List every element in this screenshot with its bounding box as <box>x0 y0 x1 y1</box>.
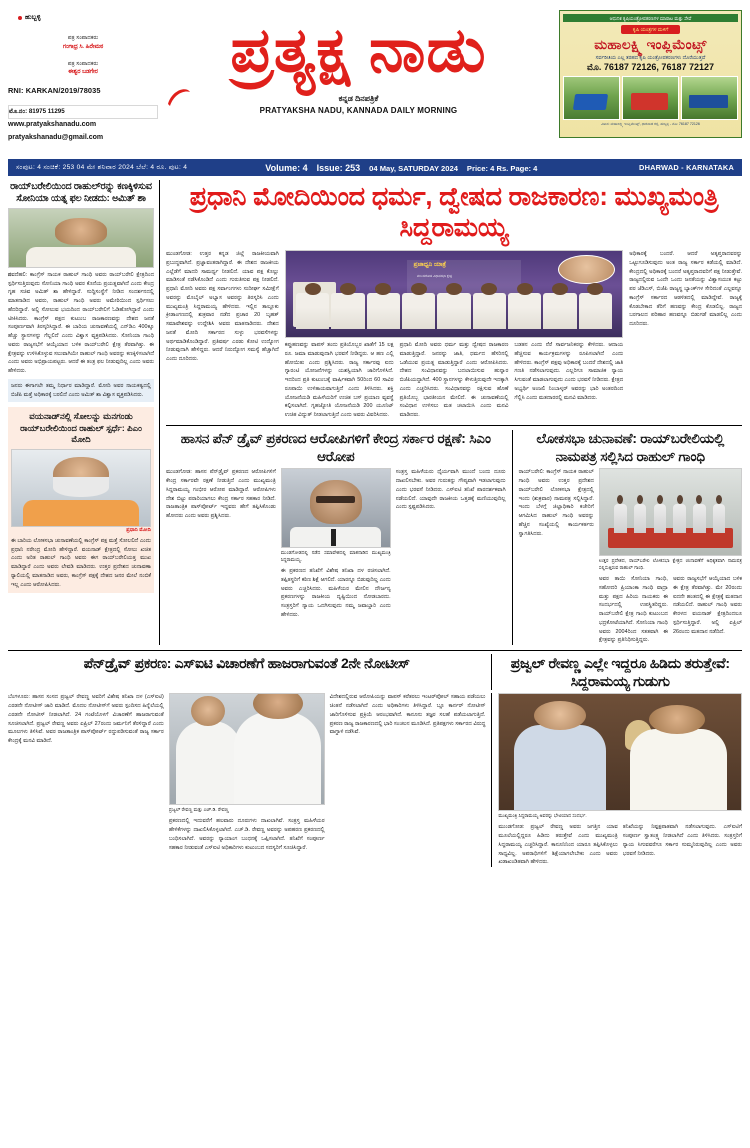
issue-info-bar <box>8 159 742 176</box>
contact-email[interactable]: pratyakshanadu@gmail.com <box>8 133 104 141</box>
bottom-left-col-photo <box>169 693 325 867</box>
lead-col-2-text: ಕಪ್ಪುಹಣವನ್ನು ವಾಪಸ್ ತಂದು ಪ್ರತಿಯೊಬ್ಬರ ಖಾತೆಗೆ 15 ಲಕ್ಷ ರೂ. ಜಮಾ ಮಾಡುವುದಾಗಿ ಭರವಸೆ ನೀಡಿದ್ದರು. ಆ ಹಣ ಎಲ್ಲಿ ಹೋಯಿತು ಎಂದು ಪ್ರಶ್ನಿಸಿದರು. ರಾಜ್ಯ ಸರ್ಕಾರವು ಐದು ಗ್ಯಾರಂಟಿ ಯೋಜನೆಗಳನ್ನು ಯಶಸ್ವಿಯಾಗಿ ಜಾರಿಗೊಳಿಸಿದೆ. ಇದರಿಂದ ಪ್ರತಿ ಕುಟುಂಬಕ್ಕೆ ವಾರ್ಷಿಕವಾಗಿ 50ರಿಂದ 60 ಸಾವಿರ ರೂಪಾಯಿ ಉಳಿತಾಯವಾಗುತ್ತಿದೆ ಎಂದು ತಿಳಿಸಿದರು. ಶಕ್ತಿ ಯೋಜನೆಯಡಿ ಮಹಿಳೆಯರಿಗೆ ಉಚಿತ ಬಸ್ ಪ್ರಯಾಣ ವ್ಯವಸ್ಥೆ ಕಲ್ಪಿಸಲಾಗಿದೆ. ಗೃಹಜ್ಯೋತಿ ಯೋಜನೆಯಡಿ 200 ಯೂನಿಟ್ ಉಚಿತ ವಿದ್ಯುತ್ ನೀಡಲಾಗುತ್ತಿದೆ ಎಂದು ಅವರು ವಿವರಿಸಿದರು. <box>284 342 394 419</box>
lead-story-grid <box>166 250 742 420</box>
swoosh-icon <box>166 84 192 110</box>
mid-right-col-2-text: ಅವರ ತಾಯಿ ಸೋನಿಯಾ ಗಾಂಧಿ, ಸಹೋದರಿ ಪ್ರಿಯಾಂಕಾ ಗಾಂಧಿ ವಾದ್ರಾ ಮತ್ತು ಪಕ್ಷದ ಹಿರಿಯ ನಾಯಕರು ಈ ಸಂದರ್ಭದಲ್ಲಿ ಉಪಸ್ಥಿತರಿದ್ದರು. ರಾಯ್‌ಬರೇಲಿ ಕ್ಷೇತ್ರ ಗಾಂಧಿ ಕುಟುಂಬದ ಭದ್ರಕೋಟೆಯಾಗಿದೆ. ಸೋನಿಯಾ ಗಾಂಧಿ ಅವರು 2004ರಿಂದ ಸತತವಾಗಿ ಈ ಕ್ಷೇತ್ರವನ್ನು ಪ್ರತಿನಿಧಿಸುತ್ತಿದ್ದರು. <box>598 576 668 644</box>
sidebar-story1-body: ನವದೆಹಲಿ: ಕಾಂಗ್ರೆಸ್ ನಾಯಕ ರಾಹುಲ್ ಗಾಂಧಿ ಅವರು ರಾಯ್‌ಬರೇಲಿ ಕ್ಷೇತ್ರದಿಂದ ಸ್ಪರ್ಧಿಸುತ್ತಿರುವುದು ಸೋನಿಯಾ ಗಾಂಧಿ ಅವರ ಕೊನೆಯ ಪ್ರಯತ್ನವಾಗಿದೆ ಎಂದು ಕೇಂದ್ರ ಗೃಹ ಸಚಿವ ಅಮಿತ್ ಶಾ ಹೇಳಿದ್ದಾರೆ. ಸುದ್ದಿಸಂಸ್ಥೆಗೆ ನೀಡಿದ ಸಂದರ್ಶನದಲ್ಲಿ ಮಾತನಾಡಿದ ಅವರು, ರಾಹುಲ್ ಗಾಂಧಿ ಅವರು ಅಮೇಠಿಯಿಂದ ಸ್ಪರ್ಧಿಸಲು ಹೆದರಿದ್ದಾರೆ. ಅಲ್ಲಿ ಸೋಲುವ ಭಯದಿಂದ ರಾಯ್‌ಬರೇಲಿಗೆ ಓಡಿಹೋಗಿದ್ದಾರೆ ಎಂದು ಟೀಕಿಸಿದರು. ಕಾಂಗ್ರೆಸ್ ಪಕ್ಷದ ಕುಟುಂಬ ರಾಜಕಾರಣವನ್ನು ದೇಶದ ಜನತೆ ಸಂಪೂರ್ಣವಾಗಿ ತಿರಸ್ಕರಿಸಿದ್ದಾರೆ. ಈ ಬಾರಿಯ ಚುನಾವಣೆಯಲ್ಲಿ ಎನ್‌ಡಿಎ 400ಕ್ಕೂ ಹೆಚ್ಚು ಸ್ಥಾನಗಳನ್ನು ಗೆಲ್ಲಲಿದೆ ಎಂದು ವಿಶ್ವಾಸ ವ್ಯಕ್ತಪಡಿಸಿದರು. ಸೋನಿಯಾ ಗಾಂಧಿ ಅವರು ರಾಜ್ಯಸಭೆಗೆ ಆಯ್ಕೆಯಾದ ಬಳಿಕ ರಾಯ್‌ಬರೇಲಿ ಕ್ಷೇತ್ರ ತೆರವಾಗಿತ್ತು. ಈ ಕ್ಷೇತ್ರವನ್ನು ಉಳಿಸಿಕೊಳ್ಳುವ ಸಲುವಾಗಿಯೇ ರಾಹುಲ್ ಗಾಂಧಿ ಅವರನ್ನು ಕಣಕ್ಕಿಳಿಸಲಾಗಿದೆ ಎಂದು ಅವರು ಅಭಿಪ್ರಾಯಪಟ್ಟರು. ಆದರೆ ಈ ತಂತ್ರ ಫಲ ನೀಡುವುದಿಲ್ಲ ಎಂದು ಅವರು ಹೇಳಿದರು. <box>8 271 154 375</box>
place-label: DHARWAD - KARNATAKA <box>639 163 734 172</box>
masthead <box>8 6 742 156</box>
credit-name-2: ಈಶ್ವರ ಬಡಗೇರ <box>68 69 98 76</box>
ad-photo-trailer <box>681 76 738 120</box>
bottom-right-col-1 <box>498 823 617 867</box>
ad-phone: ಮೊ. 76187 72126, 76187 72127 <box>587 62 714 72</box>
sidebar-story1-highlight-text: ಜನರು ಈಗಾಗಲೇ ತಮ್ಮ ನಿರ್ಧಾರ ಮಾಡಿದ್ದಾರೆ. ಮೋದಿ ಅವರ ನಾಯಕತ್ವದಲ್ಲಿ ಬಿಜೆಪಿ ಮತ್ತೆ ಅಧಿಕಾರಕ್ಕೆ ಬರಲಿದೆ ಎಂದು ಅಮಿತ್ ಶಾ ವಿಶ್ವಾಸ ವ್ಯಕ್ತಪಡಿಸಿದರು. <box>11 382 151 398</box>
mid-right-photo-caption: ಉತ್ತರ ಪ್ರದೇಶದ, ರಾಯ್‌ಬರೇಲಿ ಲೋಕಸಭಾ ಕ್ಷೇತ್ರದ ಚುನಾವಣೆಗೆ ಅಧಿಕೃತವಾಗಿ ನಾಮಪತ್ರ ಸಲ್ಲಿಸುತ್ತಿರುವ ರಾಹುಲ್ ಗಾಂಧಿ. <box>598 558 742 571</box>
photo-amit-shah <box>8 208 154 268</box>
date-label: 04 May, SATURDAY 2024 <box>369 163 458 173</box>
credit-role-2: ಪತ್ರ ಸಂಪಾದಕರು <box>67 60 99 67</box>
photo-cm-handshake <box>498 693 742 811</box>
mid-right-col-1-text: ರಾಯ್‌ಬರೇಲಿ: ಕಾಂಗ್ರೆಸ್ ನಾಯಕ ರಾಹುಲ್ ಗಾಂಧಿ ಅವರು ಉತ್ತರ ಪ್ರದೇಶದ ರಾಯ್‌ಬರೇಲಿ ಲೋಕಸಭಾ ಕ್ಷೇತ್ರದಲ್ಲಿ ಇಂದು (ಶುಕ್ರವಾರ) ನಾಮಪತ್ರ ಸಲ್ಲಿಸಿದ್ದಾರೆ. ಇಂದು ಬೆಳಗ್ಗೆ ಜಿಲ್ಲಾಧಿಕಾರಿ ಕಚೇರಿಗೆ ಆಗಮಿಸಿದ ರಾಹುಲ್ ಗಾಂಧಿ ಅವರನ್ನು ಹೆಚ್ಚಿನ ಸಂಖ್ಯೆಯಲ್ಲಿ ಕಾರ್ಯಕರ್ತರು ಸ್ವಾಗತಿಸಿದರು. <box>518 469 594 537</box>
sidebar-story1-headline: ರಾಯ್‌ಬರೇಲಿಯಿಂದ ರಾಹುಲ್‌ರನ್ನು ಕಣಕ್ಕಿಳಿಸುವ ಸೋನಿಯಾ ಯತ್ನ ಫಲ ನೀಡದು: ಅಮಿತ್ ಶಾ <box>10 180 152 204</box>
masthead-logo-block <box>158 6 559 115</box>
bottom-band <box>8 650 742 867</box>
mid-left-col-1-text: ಮುಂಡಗೋಡ: ಹಾಸನ ಪೆನ್‌ಡ್ರೈವ್ ಪ್ರಕರಣದ ಆರೋಪಿಗಳಿಗೆ ಕೇಂದ್ರ ಸರ್ಕಾರವೇ ರಕ್ಷಣೆ ನೀಡುತ್ತಿದೆ ಎಂದು ಮುಖ್ಯಮಂತ್ರಿ ಸಿದ್ದರಾಮಯ್ಯ ಗಂಭೀರ ಆರೋಪ ಮಾಡಿದ್ದಾರೆ. ಆರೋಪಿಗಳು ದೇಶ ಬಿಟ್ಟು ಪರಾರಿಯಾಗಲು ಕೇಂದ್ರ ಸರ್ಕಾರ ಸಹಕಾರ ನೀಡಿದೆ. ರಾಜತಾಂತ್ರಿಕ ಪಾಸ್‌ಪೋರ್ಟ್ ಇದ್ದವರು ಹೇಗೆ ತಪ್ಪಿಸಿಕೊಂಡು ಹೋದರು ಎಂದು ಅವರು ಪ್ರಶ್ನಿಸಿದರು. <box>166 469 276 520</box>
credit-name-1: ಗಂಗಾಧ್ರ ಸಿ. ಹಿರೇಮಠ <box>62 43 104 50</box>
mid-left-photo-caption: ಮುಂಡಗೋಡದಲ್ಲಿ ನಡೆದ ಸಮಾವೇಶದಲ್ಲಿ ಮಾತನಾಡಿದ ಮುಖ್ಯಮಂತ್ರಿ ಸಿದ್ದರಾಮಯ್ಯ. <box>280 550 391 563</box>
mid-right-headline: ಲೋಕಸಭಾ ಚುನಾವಣೆ: ರಾಯ್‌ಬರೇಲಿಯಲ್ಲಿ ನಾಮಪತ್ರ ಸಲ್ಲಿಸಿದ ರಾಹುಲ್ ಗಾಂಧಿ <box>536 430 725 464</box>
bottom-left-col-3-text: ವಿದೇಶದಲ್ಲಿರುವ ಆರೋಪಿಯನ್ನು ವಾಪಸ್ ಕರೆತರಲು ಇಂಟರ್‌ಪೋಲ್ ಸಹಾಯ ಪಡೆಯಲು ಚಿಂತನೆ ನಡೆಸಲಾಗಿದೆ ಎಂದು ಅಧಿಕಾರಿಗಳು ತಿಳಿಸಿದ್ದಾರೆ. ಬ್ಲೂ ಕಾರ್ನರ್ ನೋಟೀಸ್ ಜಾರಿಗೊಳಿಸುವ ಪ್ರಕ್ರಿಯೆ ಆರಂಭವಾಗಿದೆ. ಕಾನೂನು ತಜ್ಞರ ಸಲಹೆ ಪಡೆಯಲಾಗುತ್ತಿದೆ. ಪ್ರಕರಣ ರಾಜ್ಯ ರಾಜಕಾರಣದಲ್ಲಿ ಭಾರಿ ಸಂಚಲನ ಮೂಡಿಸಿದೆ. ಪ್ರತಿಪಕ್ಷಗಳು ಸರ್ಕಾರದ ವಿರುದ್ಧ ವಾಗ್ದಾಳಿ ನಡೆಸಿವೆ. <box>329 694 486 736</box>
story-pendrive-central <box>166 430 513 645</box>
bottom-left-col-3 <box>330 693 486 867</box>
photo-prajwal-and-revanna <box>169 693 325 805</box>
bullet-dot-icon <box>18 16 22 20</box>
ad-photo-plough <box>563 76 620 120</box>
mid-left-headline: ಹಾಸನ ಪೆನ್ ಡ್ರೈವ್ ಪ್ರಕರಣದ ಆರೋಪಿಗಳಿಗೆ ಕೇಂದ್ರ ಸರ್ಕಾರ ರಕ್ಷಣೆ: ಸಿಎಂ ಆರೋಪ <box>180 430 491 464</box>
bottom-right-photo-caption: ಮುಖ್ಯಮಂತ್ರಿ ಸಿದ್ದರಾಮಯ್ಯ ಅವರನ್ನು ಭೇಟಿಯಾದ ಸಂದರ್ಭ. <box>498 813 587 819</box>
ad-ribbon: ಕೃಷಿ ಯಂತ್ರಗಳ ಮಳಿಗೆ <box>621 25 681 34</box>
sidebar-story2-body: ಈ ಬಾರಿಯ ಲೋಕಸಭಾ ಚುನಾವಣೆಯಲ್ಲಿ ಕಾಂಗ್ರೆಸ್ ಪಕ್ಷ ಮತ್ತೆ ಸೋಲಲಿದೆ ಎಂದು ಪ್ರಧಾನಿ ನರೇಂದ್ರ ಮೋದಿ ಹೇಳಿದ್ದಾರೆ. ವಯನಾಡ್ ಕ್ಷೇತ್ರದಲ್ಲಿ ಸೋಲು ಖಚಿತ ಎಂದು ಅರಿತ ರಾಹುಲ್ ಗಾಂಧಿ ಅವರು ಈಗ ರಾಯ್‌ಬರೇಲಿಯತ್ತ ಮುಖ ಮಾಡಿದ್ದಾರೆ ಎಂದು ಅವರು ಲೇವಡಿ ಮಾಡಿದರು. ಉತ್ತರ ಪ್ರದೇಶದ ಚುನಾವಣಾ ರ್‍ಯಾಲಿಯಲ್ಲಿ ಮಾತನಾಡಿದ ಅವರು, ಕಾಂಗ್ರೆಸ್ ಪಕ್ಷಕ್ಕೆ ದೇಶದ ಜನರ ಮೇಲೆ ನಂಬಿಕೆ ಇಲ್ಲ ಎಂದು ಆರೋಪಿಸಿದರು. <box>11 537 151 588</box>
issue-info-kannada: ಸಂಪುಟ: 4 ಸಂಚಿಕೆ: 253 04 ಮೇ ಶನಿವಾರ 2024 ಬೆಲೆ: 4 ರೂ. ಪುಟ: 4 <box>16 163 188 171</box>
lead-headline: ಪ್ರಧಾನಿ ಮೋದಿಯಿಂದ ಧರ್ಮ, ದ್ವೇಷದ ರಾಜಕಾರಣ: ಮುಖ್ಯಮಂತ್ರಿ ಸಿದ್ದರಾಮಯ್ಯ <box>189 183 719 243</box>
bottom-right-headline-wrap <box>492 654 742 690</box>
newspaper-logo: ಪ್ರತ್ಯಕ್ಷ ನಾಡು <box>230 16 487 85</box>
credit-block-2 <box>8 60 158 78</box>
bottom-left-headline-wrap <box>8 654 492 690</box>
bottom-left-photo-caption: ಪ್ರಜ್ವಲ್ ರೇವಣ್ಣ ಮತ್ತು ಎಚ್‌.ಡಿ. ರೇವಣ್ಣ <box>168 807 229 813</box>
lead-col-4-text: ಬಡತನ ಎಂದು ನೆರೆ ಸಾರ್ವಜನಿಕರನ್ನು ಕೇಳಿದರು. ಆದಾಯ ಹೆಚ್ಚಿಸುವ ಕಾರ್ಯಕ್ರಮಗಳನ್ನು ರೂಪಿಸಲಾಗಿದೆ ಎಂದು ಹೇಳಿದರು. ಕಾಂಗ್ರೆಸ್ ಪಕ್ಷವು ಅಧಿಕಾರಕ್ಕೆ ಬಂದರೆ ದೇಶದಲ್ಲಿ ಜಾತಿ ಗಣತಿ ನಡೆಸಲಾಗುವುದು. ಎಲ್ಲರಿಗೂ ಸಾಮಾಜಿಕ ನ್ಯಾಯ ಸಿಗುವಂತೆ ಮಾಡಲಾಗುವುದು ಎಂದು ಭರವಸೆ ನೀಡಿದರು. ಕ್ಷೇತ್ರದ ಅಭ್ಯರ್ಥಿ ಅಂಜಲಿ ನಿಂಬಾಳ್ಕರ್ ಅವರನ್ನು ಭಾರಿ ಅಂತರದಿಂದ ಗೆಲ್ಲಿಸಿ ಎಂದು ಮತದಾರರಲ್ಲಿ ಮನವಿ ಮಾಡಿದರು. <box>514 342 624 401</box>
bottom-left-headline: ಪೆನ್‌ಡ್ರೈವ್ ಪ್ರಕರಣ: ಎಸ್‌ಐಟಿ ವಿಚಾರಣೆಗೆ ಹಾಜರಾಗುವಂತೆ 2ನೇ ನೋಟೀಸ್ <box>83 655 410 672</box>
mid-right-col-1 <box>519 468 594 645</box>
photo-narendra-modi <box>11 449 151 527</box>
bottom-right-col-2-text: ತನಿಖೆಯನ್ನು ನಿಷ್ಪಕ್ಷಪಾತವಾಗಿ ನಡೆಸಲಾಗುವುದು. ಎಸ್‌ಐಟಿಗೆ ಸಂಪೂರ್ಣ ಸ್ವಾತಂತ್ರ್ಯ ನೀಡಲಾಗಿದೆ ಎಂದು ತಿಳಿಸಿದರು. ಸಂತ್ರಸ್ತರಿಗೆ ನ್ಯಾಯ ಸಿಗುವವರೆಗೂ ಸರ್ಕಾರ ಸುಮ್ಮನಿರುವುದಿಲ್ಲ ಎಂದು ಅವರು ಭರವಸೆ ನೀಡಿದರು. <box>622 824 743 857</box>
ad-product-photos <box>563 76 738 120</box>
contact-website[interactable]: www.pratyakshanadu.com <box>8 120 97 128</box>
bottom-body-row <box>8 693 742 867</box>
bottom-left-col-2-text: ಪ್ರಕರಣದಲ್ಲಿ ಇದುವರೆಗೆ ಹಲವಾರು ದೂರುಗಳು ದಾಖಲಾಗಿವೆ. ಸಂತ್ರಸ್ತ ಮಹಿಳೆಯರ ಹೇಳಿಕೆಗಳನ್ನು ದಾಖಲಿಸಿಕೊಳ್ಳಲಾಗಿದೆ. ಎಚ್‌.ಡಿ. ರೇವಣ್ಣ ಅವರನ್ನು ಅಪಹರಣ ಪ್ರಕರಣದಲ್ಲಿ ಬಂಧಿಸಲಾಗಿದೆ. ಅವರನ್ನು ನ್ಯಾಯಾಂಗ ಬಂಧನಕ್ಕೆ ಒಪ್ಪಿಸಲಾಗಿದೆ. ತನಿಖೆಗೆ ಸಂಪೂರ್ಣ ಸಹಕಾರ ನೀಡುವಂತೆ ಎಸ್‌ಐಟಿ ಅಧಿಕಾರಿಗಳು ಕುಟುಂಬದ ಸದಸ್ಯರಿಗೆ ಸೂಚಿಸಿದ್ದಾರೆ. <box>168 818 325 851</box>
mid-left-col-2-text: ಈ ಪ್ರಕರಣದ ತನಿಖೆಗೆ ವಿಶೇಷ ತನಿಖಾ ದಳ ರಚಿಸಲಾಗಿದೆ. ತಪ್ಪಿತಸ್ಥರಿಗೆ ಕಠಿಣ ಶಿಕ್ಷೆ ಆಗಲಿದೆ. ಯಾರನ್ನೂ ಬಿಡುವುದಿಲ್ಲ ಎಂದು ಅವರು ಎಚ್ಚರಿಸಿದರು. ಮಹಿಳೆಯರ ಮೇಲಿನ ದೌರ್ಜನ್ಯ ಪ್ರಕರಣಗಳನ್ನು ರಾಜಕೀಯ ದೃಷ್ಟಿಯಿಂದ ನೋಡಬಾರದು. ಸಂತ್ರಸ್ತರಿಗೆ ನ್ಯಾಯ ಒದಗಿಸುವುದು ನಮ್ಮ ಜವಾಬ್ದಾರಿ ಎಂದು ಹೇಳಿದರು. <box>280 568 391 618</box>
bottom-left-col-1 <box>8 693 164 867</box>
lead-col-photo-block <box>285 250 623 420</box>
lead-col-1-text: ಮುಂಡಗೋಡ: ಉತ್ತರ ಕನ್ನಡ ಜಿಲ್ಲೆ ರಾಜಕೀಯವಾಗಿ ಪ್ರಬುದ್ಧವಾಗಿದೆ. ಪ್ರಜ್ಞಾವಂತರಾಗಿದ್ದಾರೆ. ಈ ದೇಶದ ರಾಜಕೀಯ ಎಲ್ಲೆಡೆಗೆ ಮಾದರಿ ಸಾಮರ್ಥ್ಯ ನೀಡಲಿದೆ. ಯಾವ ಪಕ್ಷ ಕೊಲ್ಲು ಮಾಡಿಸಂತೆ ನಡೆಸಿಕೊಂಡಿದೆ ಎಂದು ಗುರುತಿಸುವ ಪಕ್ಷ ನೀಡಲಿದೆ. ಪ್ರಧಾನಿ ಮೋದಿ ಅವರು ಪಕ್ಷ ಸರ್ವಾಂಗಗಳು ಸುದೀರ್ಘ ಸಮೀಕ್ಷೆಗೆ ಅವರನ್ನು ಮೊಬೈಲ್ ಅಭ್ಯಾಸ ಅವರನ್ನು ತಿರಸ್ಕರಿಸಿ ಎಂದು ಮುಖ್ಯಮಂತ್ರಿ ಸಿದ್ದರಾಮಯ್ಯ ಹೇಳಿದರು. ಇಲ್ಲಿನ ತಾಲ್ಲೂಕು ಕ್ರೀಡಾಂಗಣದಲ್ಲಿ ಶುಕ್ರವಾರ ನಡೆದ ಪ್ರಚಾರ 20 ಬೃಹತ್ ಸಮಾವೇಶವನ್ನು ಉದ್ದೇಶಿಸಿ ಅವರು ಮಾತನಾಡಿದರು. ದೇಶದ ಜನತೆ ಮೋದಿ ಸರ್ಕಾರದ ಸುಳ್ಳು ಭರವಸೆಗಳನ್ನು ಅರ್ಥಮಾಡಿಕೊಂಡಿದ್ದಾರೆ. ಪ್ರತಿವರ್ಷ ಎರಡು ಕೋಟಿ ಉದ್ಯೋಗ ನೀಡುವುದಾಗಿ ಹೇಳಿದ್ದರು. ಆದರೆ ನಿರುದ್ಯೋಗ ಸಮಸ್ಯೆ ಹೆಚ್ಚಾಗಿದೆ ಎಂದು ದೂರಿದರು. <box>166 251 279 363</box>
lead-col-5-text: ಅಧಿಕಾರಕ್ಕೆ ಬಂದರೆ. ಆದರೆ ಅತೃಪ್ತರಾದವರನ್ನು ಒಟ್ಟುಗೂಡಿಸುವುದು ಅಂತ ರಾಜ್ಯ ಸರ್ಕಾರ ಕಡೆಯಲ್ಲಿ ಮಾಡಿದೆ. ಕೇಂದ್ರದಲ್ಲಿ ಅಧಿಕಾರಕ್ಕೆ ಬಂದರೆ ಅತೃಪ್ತರಾದವರಿಗೆ ಪಕ್ಷ ನೀಡುತ್ತೇವೆ. ರಾಜ್ಯದಲ್ಲಿರುವ ಒಂದೇ ಒಂದು ಜನತೆಯನ್ನು ವಿಶ್ವಾಸಯುತ ಕಟ್ಟು ಪರ ಜೆಡಿಎಸ್, ಬಿಜೆಪಿ ರಾಜ್ಯಸ್ಥ ಬ್ಯಾಂಕ್‌ಗಳ ಸೇರಿದಂತೆ ಎಲ್ಲವನ್ನೂ ಕಾಂಗ್ರೆಸ್ ಸರ್ಕಾರದ ಆಡಳಿತದಲ್ಲಿ ಮಾಡಿದ್ದೇವೆ. ರಾಜ್ಯಕ್ಕೆ ಕೊಡಬೇಕಾದ ತೆರಿಗೆ ಹಣವನ್ನು ಕೇಂದ್ರ ಕೊಡಲಿಲ್ಲ. ರಾಜ್ಯದ ಬರಗಾಲದ ಪರಿಹಾರ ಹಣವನ್ನೂ ಬಿಡುಗಡೆ ಮಾಡಲಿಲ್ಲ ಎಂದು ದೂರಿದರು. <box>629 251 742 328</box>
tagline-kannada: ಕನ್ನಡ ದಿನಪತ್ರಿಕೆ <box>338 94 379 103</box>
lead-col-1 <box>166 250 279 420</box>
bottom-right-columns <box>498 823 742 867</box>
left-sidebar <box>8 180 160 645</box>
masthead-info-left <box>8 6 158 145</box>
section-divider <box>166 425 742 426</box>
sidebar-story2-headline: ವಯನಾಡ್‌ನಲ್ಲಿ ಸೋಲನ್ನು ಮನಗಂಡು ರಾಯ್‌ಬರೇಲಿಯಿಂದ ರಾಹುಲ್ ಸ್ಪರ್ಧೆ: ಪಿಎಂ ಮೋದಿ <box>20 411 142 445</box>
sidebar-story1-highlight <box>8 379 154 403</box>
mid-right-columns <box>519 468 742 645</box>
bottom-right-col-1-text: ಮುಂಡಗೋಡ: ಪ್ರಜ್ವಲ್ ರೇವಣ್ಣ ಅವರು ಜಗತ್ತಿನ ಯಾವ ಮೂಲೆಯಲ್ಲಿದ್ದರೂ ಹಿಡಿದು ತರುತ್ತೇವೆ ಎಂದು ಮುಖ್ಯಮಂತ್ರಿ ಸಿದ್ದರಾಮಯ್ಯ ಎಚ್ಚರಿಸಿದ್ದಾರೆ. ಕಾನೂನಿನಿಂದ ಯಾರೂ ತಪ್ಪಿಸಿಕೊಳ್ಳಲು ಸಾಧ್ಯವಿಲ್ಲ. ಅಪರಾಧಿಗಳಿಗೆ ಶಿಕ್ಷೆಯಾಗಲೇಬೇಕು ಎಂದು ಅವರು ಖಡಾಖಂಡಿತವಾಗಿ ಹೇಳಿದರು. <box>498 824 618 866</box>
rni-number: RNI: KARKAN/2019/78035 <box>8 86 101 96</box>
middle-stories-row <box>166 430 742 645</box>
photo-rally-stage: ಪ್ರಜಾಧ್ವನಿ ಯಾತ್ರೆ ಮುಂಡಗೋಡ ವಿಧಾನಸಭಾ ಕ್ಷೇತ್ರ <box>285 250 623 338</box>
edition-label: ಹುಬ್ಬಳ್ಳಿ <box>25 14 41 21</box>
lead-col-5 <box>629 250 742 420</box>
issue-info-english <box>265 163 537 173</box>
ad-top-strip: ಆಧುನಿಕ ಕೃಷಿಯಂತ್ರೋಪಕರಣಗಳ ಮಾರಾಟ ಮತ್ತು ಸೇವೆ <box>563 14 738 22</box>
lead-col-3-text: ಪ್ರಧಾನಿ ಮೋದಿ ಅವರು ಧರ್ಮ ಮತ್ತು ದ್ವೇಷದ ರಾಜಕಾರಣ ಮಾಡುತ್ತಿದ್ದಾರೆ. ಜನರನ್ನು ಜಾತಿ, ಧರ್ಮದ ಹೆಸರಿನಲ್ಲಿ ಒಡೆಯುವ ಪ್ರಯತ್ನ ಮಾಡುತ್ತಿದ್ದಾರೆ ಎಂದು ಆರೋಪಿಸಿದರು. ದೇಶದ ಸಂವಿಧಾನವನ್ನು ಬದಲಾಯಿಸುವ ಹುನ್ನಾರ ಬಿಜೆಪಿಯದ್ದಾಗಿದೆ. 400 ಸ್ಥಾನಗಳನ್ನು ಕೇಳುತ್ತಿರುವುದೇ ಇದಕ್ಕಾಗಿ ಎಂದು ಎಚ್ಚರಿಸಿದರು. ಸಂವಿಧಾನವನ್ನು ರಕ್ಷಿಸುವ ಹೊಣೆ ಪ್ರತಿಯೊಬ್ಬ ಭಾರತೀಯನ ಮೇಲಿದೆ. ಈ ಚುನಾವಣೆಯಲ್ಲಿ ಸಂವಿಧಾನ ಉಳಿಸಲು ಮತ ಚಲಾಯಿಸಿ ಎಂದು ಮನವಿ ಮಾಡಿದರು. <box>399 342 509 419</box>
photo-siddaramaiah-speaking <box>281 468 391 548</box>
mid-right-col-3-text: ಅವರು ರಾಜ್ಯಸಭೆಗೆ ಆಯ್ಕೆಯಾದ ಬಳಿಕ ಈ ಕ್ಷೇತ್ರ ತೆರವಾಗಿತ್ತು. ಮೇ 20ರಂದು ಐದನೇ ಹಂತದಲ್ಲಿ ಈ ಕ್ಷೇತ್ರಕ್ಕೆ ಮತದಾನ ನಡೆಯಲಿದೆ. ರಾಹುಲ್ ಗಾಂಧಿ ಅವರು ಕೇರಳದ ವಯನಾಡ್ ಕ್ಷೇತ್ರದಿಂದಲೂ ಸ್ಪರ್ಧಿಸುತ್ತಿದ್ದಾರೆ. ಅಲ್ಲಿ ಏಪ್ರಿಲ್ 26ರಂದು ಮತದಾನ ನಡೆದಿದೆ. <box>672 576 742 635</box>
credit-block-1 <box>8 34 158 52</box>
ad-title: ಮಹಾಲಕ್ಷ್ಮಿ ಇಂಪ್ಲಿಮೆಂಟ್ಸ್ <box>594 37 707 52</box>
bottom-headlines-row <box>8 654 742 690</box>
contact-block <box>8 105 158 144</box>
bottom-left-col-1-text: ಬೆಂಗಳೂರು: ಹಾಸನ ಸಂಸದ ಪ್ರಜ್ವಲ್ ರೇವಣ್ಣ ಅವರಿಗೆ ವಿಶೇಷ ತನಿಖಾ ದಳ (ಎಸ್‌ಐಟಿ) ಎರಡನೇ ನೋಟೀಸ್ ಜಾರಿ ಮಾಡಿದೆ. ಮೊದಲ ನೋಟೀಸ್‌ಗೆ ಅವರು ಸ್ಪಂದಿಸದ ಹಿನ್ನೆಲೆಯಲ್ಲಿ ಎರಡನೇ ನೋಟೀಸ್ ನೀಡಲಾಗಿದೆ. 24 ಗಂಟೆಯೊಳಗೆ ವಿಚಾರಣೆಗೆ ಹಾಜರಾಗುವಂತೆ ಸೂಚಿಸಲಾಗಿದೆ. ಪ್ರಜ್ವಲ್ ರೇವಣ್ಣ ಅವರು ಏಪ್ರಿಲ್ 27ರಂದು ಜರ್ಮನಿಗೆ ತೆರಳಿದ್ದಾರೆ ಎಂದು ಮೂಲಗಳು ತಿಳಿಸಿವೆ. ಅವರ ರಾಜತಾಂತ್ರಿಕ ಪಾಸ್‌ಪೋರ್ಟ್ ರದ್ದುಪಡಿಸುವಂತೆ ರಾಜ್ಯ ಸರ್ಕಾರ ಕೇಂದ್ರಕ್ಕೆ ಮನವಿ ಮಾಡಿದೆ. <box>8 694 164 745</box>
mid-right-col-photo <box>599 468 742 645</box>
mid-left-col-3 <box>396 468 506 619</box>
story-rahul-nomination <box>519 430 742 645</box>
masthead-edition <box>8 14 158 22</box>
ad-footer: ವಿಳಾಸ: ಮಹಾಲಕ್ಷ್ಮಿ ಇಂಪ್ಲಿಮೆಂಟ್ಸ್, ಧಾರವಾಡ ರಸ್ತೆ, ಹುಬ್ಬಳ್ಳಿ - ಮೊ: 76187 72126 <box>601 122 700 126</box>
mid-left-col-1 <box>166 468 276 619</box>
issue-label: Issue: 253 <box>316 162 361 173</box>
mid-left-col-3-text: ಸಂತ್ರಸ್ತ ಮಹಿಳೆಯರು ಧೈರ್ಯವಾಗಿ ಮುಂದೆ ಬಂದು ದೂರು ದಾಖಲಿಸಬೇಕು. ಅವರ ಗುರುತನ್ನು ಗೌಪ್ಯವಾಗಿ ಇಡಲಾಗುವುದು ಎಂದು ಭರವಸೆ ನೀಡಿದರು. ಎಸ್‌ಐಟಿ ತನಿಖೆ ಪಾರದರ್ಶಕವಾಗಿ ನಡೆಯಲಿದೆ. ಯಾವುದೇ ರಾಜಕೀಯ ಒತ್ತಡಕ್ಕೆ ಮಣಿಯುವುದಿಲ್ಲ ಎಂದು ಸ್ಪಷ್ಟಪಡಿಸಿದರು. <box>395 469 506 511</box>
tagline-english: PRATYAKSHA NADU, KANNADA DAILY MORNING <box>259 106 458 115</box>
main-content <box>8 180 742 645</box>
price-label: Price: 4 Rs. Page: 4 <box>466 163 538 173</box>
bottom-left-body <box>8 693 492 867</box>
ad-photo-rotavator <box>622 76 679 120</box>
ad-subtitle: ಸರ್ವರೀತಿಯ ಎಲ್ಲ ತರಹದ ಕೃಷಿ ಯಂತ್ರೋಪಕರಣಗಳು ದೊರೆಯುತ್ತವೆ <box>595 55 706 61</box>
photo-nomination-filing <box>599 468 742 556</box>
bottom-right-col-2 <box>623 823 742 867</box>
mid-left-col-photo <box>281 468 391 619</box>
masthead-advertisement[interactable] <box>559 10 742 138</box>
contact-phone: ಮೊ.ನಂ: 81975 11295 <box>8 105 158 118</box>
bottom-right-body <box>492 693 742 867</box>
bottom-right-headline: ಪ್ರಜ್ವಲ್ ರೇವಣ್ಣ ಎಲ್ಲೇ ಇದ್ದರೂ ಹಿಡಿದು ತರುತ್ತೇವೆ: ಸಿದ್ದರಾಮಯ್ಯ ಗುಡುಗು <box>510 655 730 690</box>
mid-left-columns <box>166 468 506 619</box>
sidebar-story2 <box>8 407 154 593</box>
credit-role-1: ಪತ್ರ ಸಂಪಾದಕರು <box>67 35 99 41</box>
sidebar-story2-byline: ಪ್ರಧಾನಿ ಮೋದಿ <box>126 526 151 533</box>
volume-label: Volume: 4 <box>265 162 308 173</box>
main-column <box>160 180 742 645</box>
